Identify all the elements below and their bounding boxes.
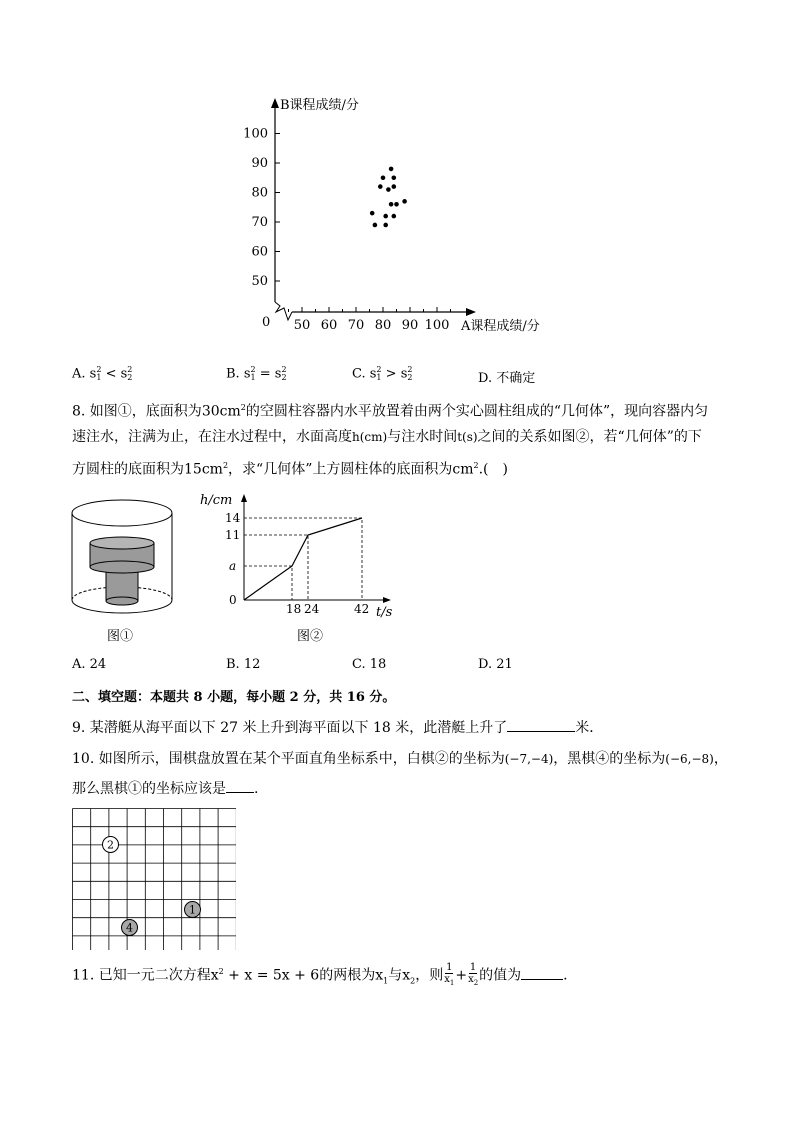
q7-option-b[interactable]: B. s 2 1 = s 2 2: [226, 365, 287, 382]
scatter-chart: [240, 90, 560, 340]
scatter-point: [370, 211, 375, 216]
y-tick-label: 70: [251, 215, 268, 230]
white-stone-2: [103, 837, 119, 853]
q7-option-c[interactable]: C. s 2 1 > s 2 2: [352, 365, 413, 382]
graph-tick-11: 11: [225, 528, 241, 542]
section-2-heading: 二、填空题：本题共 8 小题，每小题 2 分，共 16 分。: [72, 690, 396, 705]
figure-2-caption: 图②: [297, 629, 324, 644]
scatter-point: [386, 187, 391, 192]
q10-answer-blank[interactable]: [226, 778, 254, 793]
x-tick-label: 70: [347, 318, 365, 333]
fraction-1-over-x1: $\frac{1}{x_1}$: [444, 962, 455, 988]
figure-1-cylinder: [66, 495, 186, 645]
scatter-point: [392, 184, 397, 189]
q11-answer-blank[interactable]: [521, 965, 563, 980]
scatter-point: [381, 175, 386, 180]
q8-option-a[interactable]: A. 24: [72, 657, 107, 672]
graph-x-arrow: [383, 597, 391, 603]
graph-y-arrow: [241, 494, 247, 502]
graph-tick-14: 14: [225, 511, 241, 525]
graph-x-label: t/s: [376, 605, 393, 620]
q9-line: 9. 某潜艇从海平面以下 27 米上升到海平面以下 18 米，此潜艇上升了 米．: [72, 717, 603, 738]
y-tick-label: 60: [251, 244, 268, 260]
scatter-point: [394, 202, 399, 207]
go-board: [70, 806, 236, 950]
x-tick-label: 80: [374, 318, 392, 333]
y-tick-label: 50: [251, 274, 268, 289]
y-axis-arrow: [271, 98, 279, 108]
scatter-point: [392, 214, 397, 219]
q10-line-2: 那么黑棋①的坐标应该是 .: [72, 778, 258, 799]
graph-y-label: h/cm: [200, 493, 233, 508]
scatter-point: [389, 167, 394, 172]
scatter-point: [373, 223, 378, 228]
lower-cylinder-bottom: [106, 597, 138, 605]
q8-option-d[interactable]: D. 21: [478, 657, 513, 672]
y-tick-label: 100: [243, 126, 268, 142]
scatter-point: [389, 202, 394, 207]
y-axis-label: B课程成绩/分: [280, 98, 359, 113]
q7-option-a[interactable]: A. s 2 1 < s 2 2: [72, 365, 133, 382]
origin-label: 0: [262, 315, 271, 330]
upper-cylinder-bottom: [90, 561, 154, 573]
x-tick-label: 60: [320, 318, 338, 333]
y-tick-label: 90: [251, 156, 268, 171]
q10-line-1: 10. 如图所示，围棋盘放置在某个平面直角坐标系中，白棋②的坐标为(−7,−4)，黑棋④的坐标为(−6,−8)，: [72, 751, 728, 767]
y-tick-label: 80: [251, 185, 268, 201]
scatter-point: [383, 214, 388, 219]
graph-tick-a: a: [229, 559, 237, 573]
q8-option-b[interactable]: B. 12: [226, 657, 261, 672]
scatter-point: [392, 175, 397, 180]
scatter-point: [383, 223, 388, 228]
guide-11: [244, 535, 308, 600]
upper-cylinder-top: [90, 537, 154, 549]
container-top: [72, 500, 172, 526]
q8-line-2: 速注水，注满为止，在注水过程中，水面高度h(cm)与注水时间t(s)之间的关系如图②，若“几何体”的下: [72, 429, 702, 445]
black-stone-4: [122, 920, 138, 936]
q9-answer-blank[interactable]: [507, 717, 575, 732]
figure-1-caption: 图①: [107, 629, 134, 644]
graph-tick-42: 42: [354, 602, 370, 616]
scatter-point: [378, 184, 383, 189]
x-axis-arrow: [466, 308, 476, 316]
fraction-1-over-x2: $\frac{1}{x_2}$: [468, 962, 479, 988]
q8-line-1: 8. 如图①，底面积为$30cm^2$的空圆柱容器内水平放置着由两个实心圆柱组成的“几何体”，现向容器内匀: [72, 403, 709, 420]
figure-2-graph: [196, 490, 406, 630]
x-tick-label: 100: [424, 318, 450, 333]
scatter-point: [402, 199, 407, 204]
graph-tick-0: 0: [229, 593, 237, 607]
svg-text:1: 1: [189, 903, 196, 917]
svg-text:2: 2: [107, 838, 114, 852]
x-tick-label: 50: [293, 318, 311, 333]
axis-break: [275, 302, 292, 320]
graph-tick-24: 24: [304, 602, 320, 616]
q8-line-3: 方圆柱的底面积为$15cm^2$，求“几何体”上方圆柱体的底面积为$cm^2$.( ): [72, 461, 508, 478]
water-level-line: [244, 518, 362, 600]
x-axis-label: A课程成绩/分: [461, 319, 540, 334]
q7-option-d[interactable]: D. 不确定: [478, 371, 536, 386]
black-stone-1: [185, 902, 201, 918]
q8-option-c[interactable]: C. 18: [352, 657, 387, 672]
graph-tick-18: 18: [286, 602, 302, 616]
q11-line: 11. 已知一元二次方程$x^2 + x = 5x + 6$的两根为$x_1$与$x_2$，则 $\frac{1}{x_1}$ + $\frac{1}{x_2}$ 的值为 .: [72, 962, 568, 988]
x-tick-label: 90: [401, 318, 419, 333]
svg-text:4: 4: [126, 921, 133, 935]
